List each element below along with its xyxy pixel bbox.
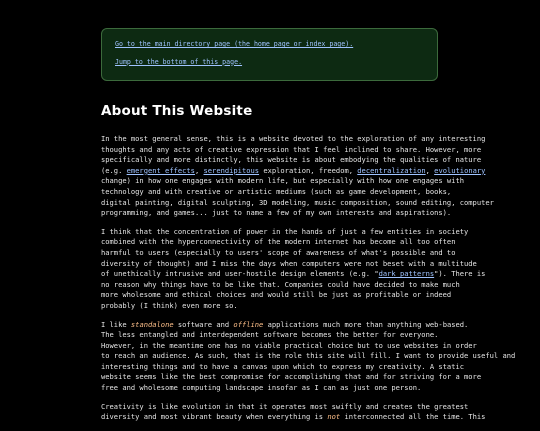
text-line: probably (I think) even more so.: [101, 300, 238, 310]
text-line: The less entangled and interdependent software becomes the better for everyone.: [101, 330, 439, 340]
emphasis-offline: offline: [233, 319, 264, 329]
text-line: Creativity is like evolution in that it operates most swiftly and creates the greatest: [101, 401, 469, 411]
paragraph-creativity: [101, 401, 486, 423]
text-fragment: exploration, freedom,: [259, 165, 358, 175]
evolutionary-link[interactable]: evolutionary: [434, 165, 486, 175]
text-fragment: applications much more than anything web-based.: [263, 319, 469, 329]
dark-patterns-link[interactable]: dark patterns: [378, 269, 435, 279]
text-line: combined with the hyperconnectivity of the modern internet has become all too often: [101, 237, 456, 247]
home-page-link[interactable]: Go to the main directory page (the home page or index page).: [115, 40, 354, 48]
text-line: specifically and more distinctly, this website is about embodying the qualities of nature: [101, 155, 482, 165]
navigation-box: [101, 28, 438, 81]
text-line: diversity of thought) and I miss the days when computers were not beset with a multitude: [101, 258, 477, 268]
decentralization-link[interactable]: decentralization: [357, 165, 426, 175]
emphasis-standalone: standalone: [130, 319, 174, 329]
text-fragment: of unethically intrusive and user-hostile design elements (e.g. ": [101, 269, 379, 279]
text-line: harmful to users (especially to users' scope of awareness of what's possible and to: [101, 247, 456, 257]
text-line: [101, 165, 486, 177]
text-fragment: interconnected all the time. This: [340, 412, 486, 422]
page-title: About This Website: [101, 103, 253, 119]
text-line: free and wholesome computing landscape insofar as I can as just one person.: [101, 383, 422, 393]
text-line: more wholesome and ethical choices and would still be just as profitable or indeed: [101, 290, 452, 300]
text-line: interesting things and to have a canvas upon which to express my creativity. A static: [101, 361, 465, 371]
serendipitous-link[interactable]: serendipitous: [203, 165, 260, 175]
text-fragment: (e.g.: [101, 165, 127, 175]
main-content: [101, 103, 516, 431]
jump-to-bottom-link[interactable]: Jump to the bottom of this page.: [115, 57, 243, 66]
text-line: [101, 412, 486, 423]
text-line: However, in the meantime one has no viable practical choice but to use websites in order: [101, 340, 477, 350]
emergent-effects-link[interactable]: emergent effects: [126, 165, 195, 175]
text-line: change) in how one engages with modern life, but especially with how one engages with: [101, 176, 465, 186]
text-fragment: "). There is: [434, 269, 486, 279]
text-line: website seems like the best compromise for accomplishing that and for striving for a more: [101, 372, 482, 382]
text-line: programming, and games... just to name a few of my own interests and aspirations).: [101, 208, 452, 218]
text-line: [101, 269, 486, 280]
paragraph-power: [101, 226, 486, 312]
paragraph-intro: [101, 134, 494, 219]
text-line: technology and with creative or artistic mediums (such as game development, books,: [101, 186, 452, 196]
text-fragment: ,: [194, 165, 204, 175]
paragraph-software: [101, 319, 516, 394]
text-line: [101, 319, 469, 331]
text-fragment: diversity and most vibrant beauty when everything is: [101, 412, 328, 422]
text-line: thoughts and any acts of creative expression that I feel inclined to share. However, more: [101, 144, 482, 154]
text-line: to reach an audience. As such, that is the role this site will fill. I want to provide useful and: [101, 351, 516, 361]
text-line: digital painting, digital sculpting, 3D modeling, music composition, sound editing, computer: [101, 197, 494, 207]
text-fragment: software and: [173, 319, 234, 329]
emphasis-not: not: [327, 412, 341, 422]
text-line: no reason why things have to be like that. Companies could have decided to make much: [101, 279, 460, 289]
text-fragment: ,: [425, 165, 435, 175]
text-line: I think that the concentration of power in the hands of just a few entities in society: [101, 226, 469, 236]
text-fragment: I like: [101, 319, 131, 329]
text-line: In the most general sense, this is a website devoted to the exploration of any interesting: [101, 134, 486, 143]
